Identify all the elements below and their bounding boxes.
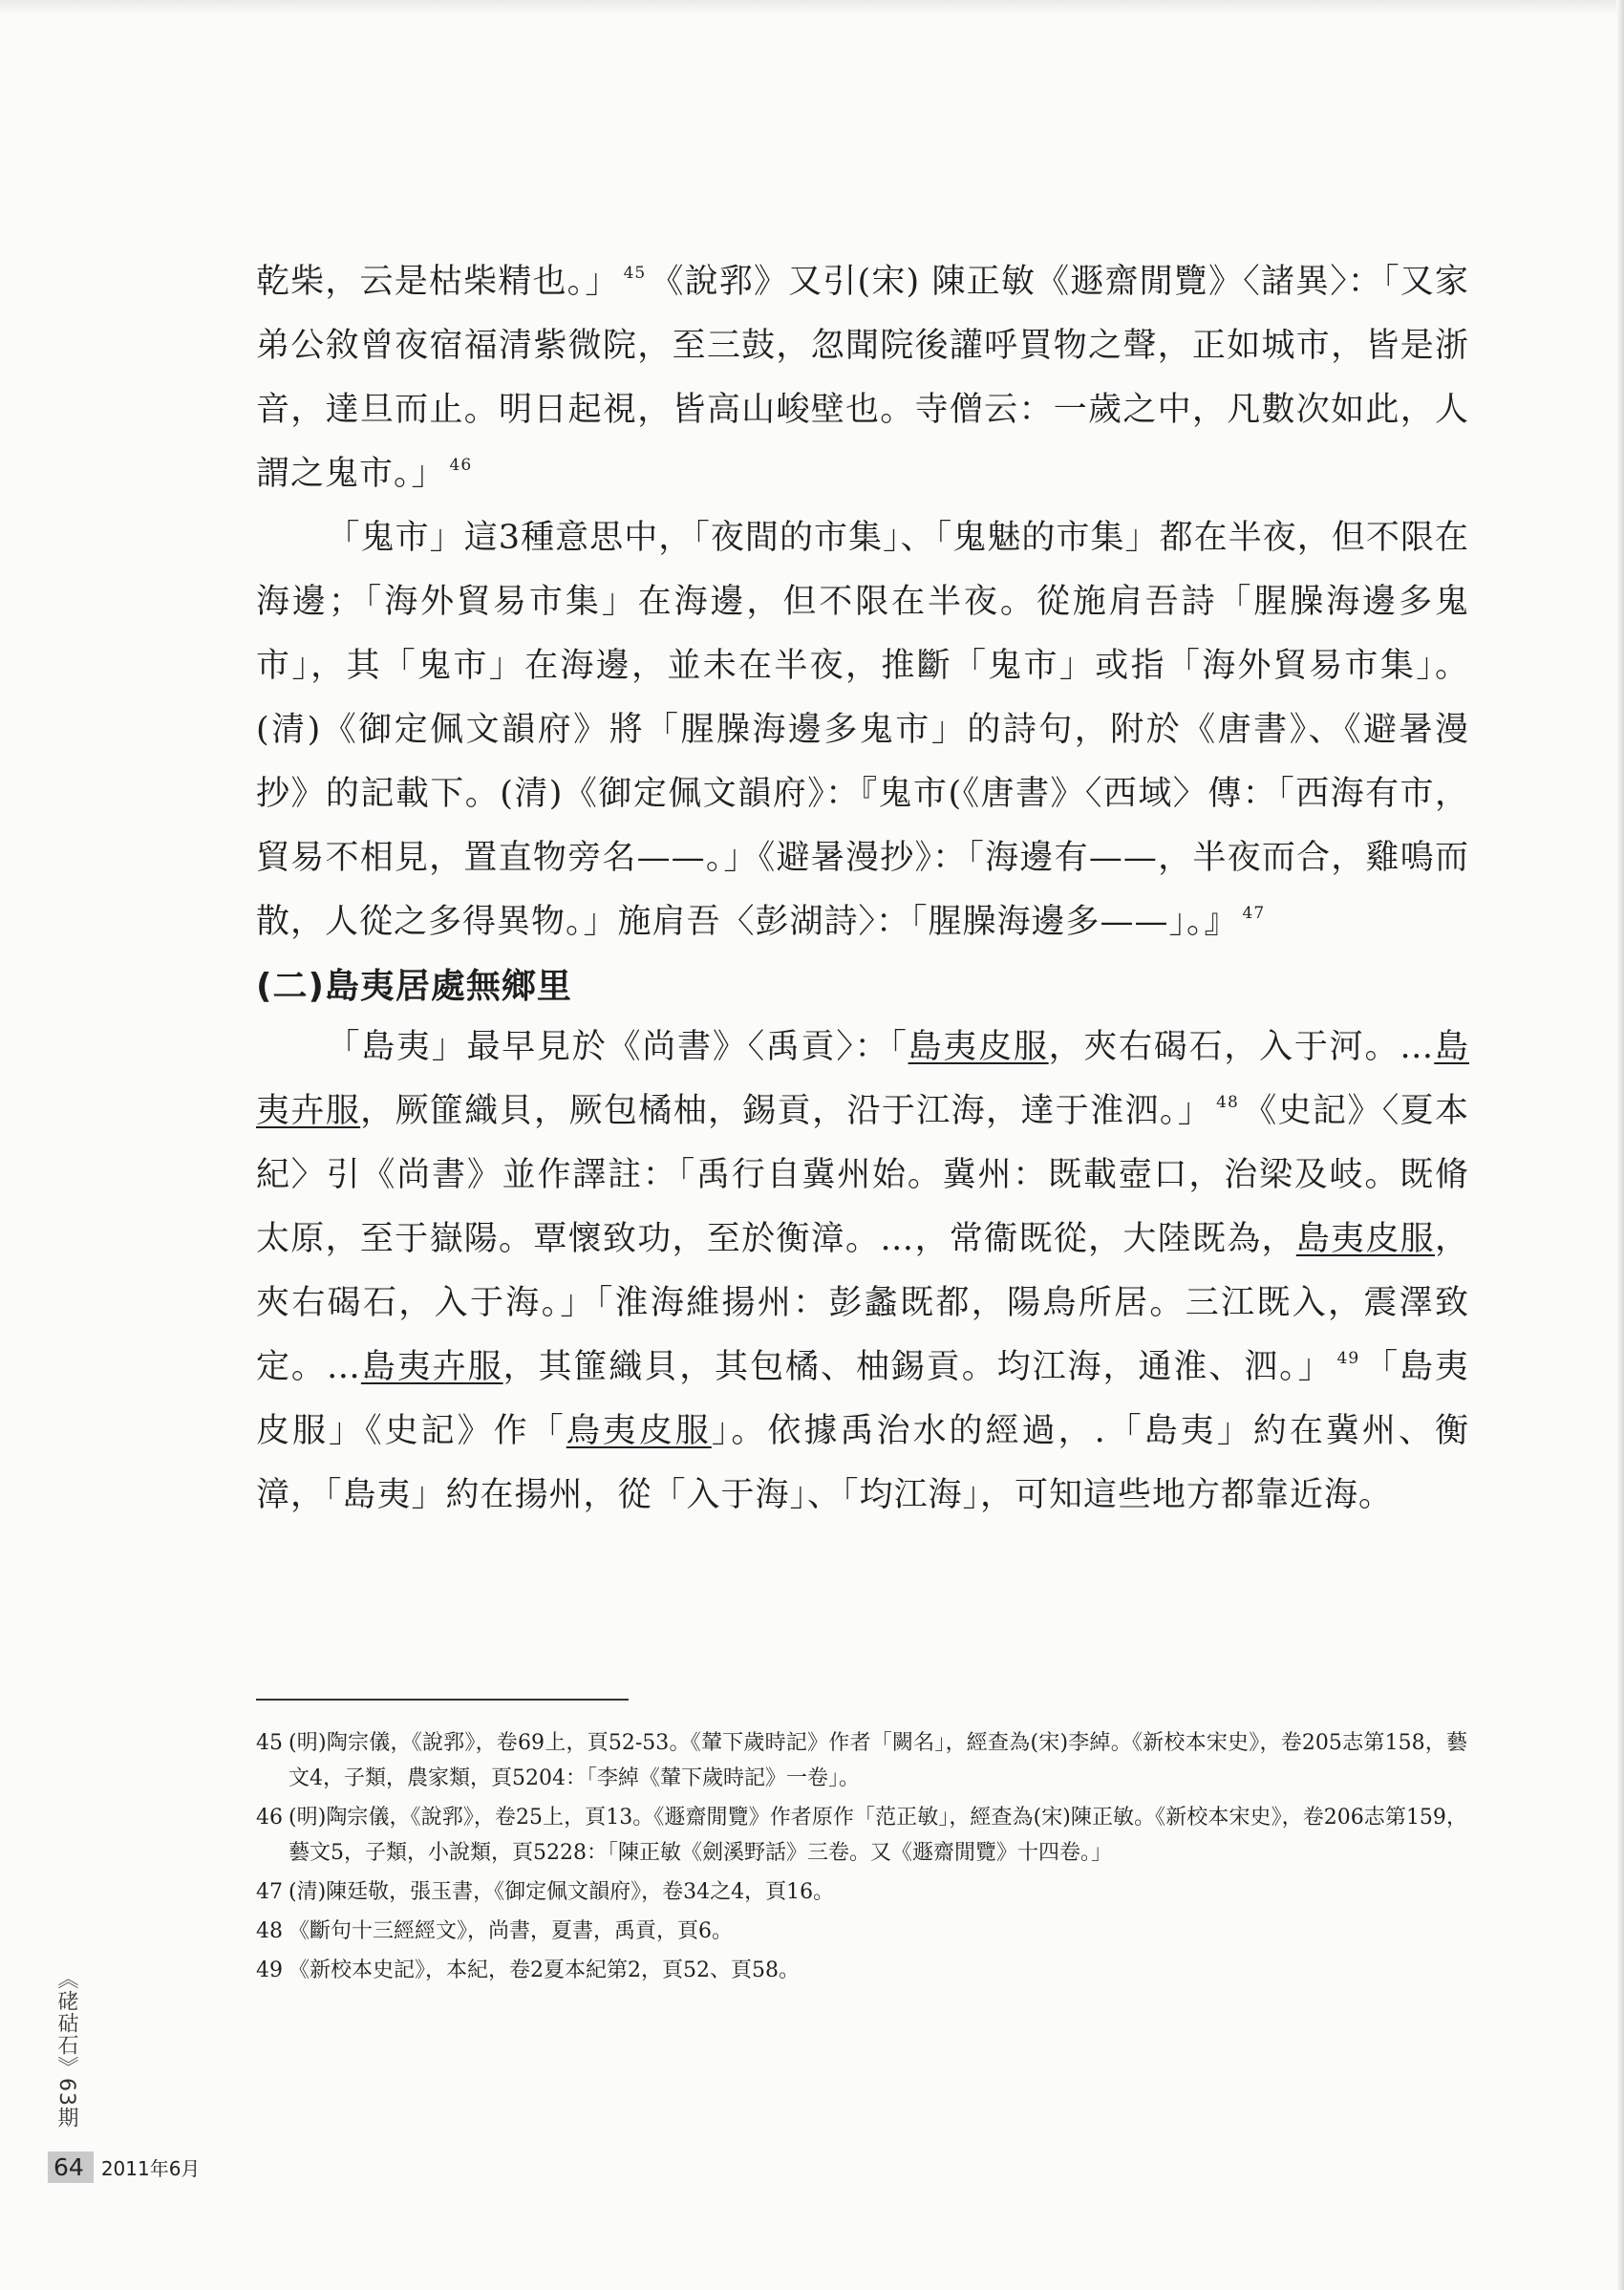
body-text [256, 250, 1469, 1528]
underlined-term: 鳥夷皮服 [566, 1412, 712, 1450]
footnote-ref: 45 [623, 264, 647, 283]
text-run: 乾柴，云是枯柴精也。」 [256, 263, 620, 301]
page-footer [48, 2151, 200, 2183]
text-run: ，其篚織貝，其包橘、柚錫貢。均江海，通淮、泗。」 [502, 1348, 1334, 1386]
footnote-text: 《斷句十三經經文》，尚書，夏書，禹貢，頁6。 [288, 1919, 733, 1943]
underlined-term: 島夷卉服 [256, 1028, 1469, 1130]
text-run: 「島夷」最早見於《尚書》〈禹貢〉：「 [326, 1028, 908, 1066]
footnotes [256, 1725, 1467, 1992]
paragraph [256, 1016, 1469, 1528]
issue-date: 2011年6月 [100, 2157, 201, 2180]
footnote-ref: 47 [1242, 904, 1266, 923]
text-run: ，夾右碣石，入于海。」「淮海維揚州：彭蠡既都，陽鳥所居。三江既入，震澤致定。… [256, 1220, 1469, 1386]
footnote-number: 47 [256, 1880, 283, 1904]
footnote-item [256, 1874, 1467, 1910]
footnote-text: 《新校本史記》，本紀，卷2夏本紀第2，頁52、頁58。 [288, 1958, 800, 1982]
page-top-edge [0, 0, 1624, 13]
underlined-term: 島夷皮服 [908, 1028, 1049, 1066]
text-run: ，夾右碣石，入于河。… [1048, 1028, 1435, 1066]
footnote-ref: 48 [1216, 1093, 1239, 1112]
section-heading: (二)島夷居處無鄉里 [256, 967, 572, 1006]
footnote-text: (明)陶宗儀，《說郛》，卷25上，頁13。《遯齋閒覽》作者原作「范正敏」，經查為(宋)陳正敏。《新校本宋史》，卷206志第159，藝文5，子類，小說類，頁5228：「陳正敏《劍溪野話》三卷。又《遯齋閒覽》十四卷。」 [288, 1806, 1467, 1865]
paragraph [256, 250, 1469, 506]
text-run: 「鬼市」這3種意思中，「夜間的市集」、「鬼魅的市集」都在半夜，但不限在海邊；「海外貿易市集」在海邊，但不限在半夜。從施肩吾詩「腥臊海邊多鬼市」，其「鬼市」在海邊，並未在半夜，推斷「鬼市」或指「海外貿易市集」。(清)《御定佩文韻府》將「腥臊海邊多鬼市」的詩句，附於《唐書》、《避暑漫抄》的記載下。(清)《御定佩文韻府》：『鬼市(《唐書》〈西域〉傳：「西海有市，貿易不相見，置直物旁名——。」《避暑漫抄》：「海邊有——，半夜而合，雞鳴而散，人從之多得異物。」施肩吾〈彭湖詩〉：「腥臊海邊多——」。』 [256, 519, 1469, 941]
journal-label: 《硓𥑮石》63期 [54, 1968, 78, 2129]
text-run: 《說郛》又引(宋) 陳正敏《遯齋閒覽》〈諸異〉：「又家弟公敘曾夜宿福清紫微院，至三鼓，忽聞院後讙呼買物之聲，正如城市，皆是浙音，達旦而止。明日起視，皆高山峻壁也。寺僧云：一歲之中，凡數次如此，人謂之鬼市。」 [256, 263, 1469, 493]
footnote-item [256, 1800, 1467, 1871]
text-run: 「島夷皮服」《史記》作「 [256, 1348, 1469, 1450]
footnote-number: 46 [256, 1806, 283, 1830]
footnote-divider [256, 1699, 629, 1701]
footnote-number: 48 [256, 1919, 283, 1943]
footnote-item [256, 1953, 1467, 1988]
paragraph [256, 506, 1469, 954]
text-run: 《史記》〈夏本紀〉引《尚書》並作譯註：「禹行自冀州始。冀州：既載壺口，治梁及岐。既脩太原，至于嶽陽。覃懷致功，至於衡漳。…，常衞既從，大陸既為， [256, 1092, 1469, 1258]
footnote-number: 49 [256, 1958, 283, 1982]
footnote-ref: 49 [1336, 1349, 1360, 1368]
text-run: ，厥篚織貝，厥包橘柚，錫貢，沿于江海，達于淮泗。」 [360, 1092, 1213, 1130]
footnote-item [256, 1914, 1467, 1949]
underlined-term: 島夷卉服 [360, 1348, 503, 1386]
footnote-item [256, 1725, 1467, 1796]
page-number: 64 [48, 2151, 94, 2183]
footnote-ref: 46 [449, 456, 473, 475]
footnote-text: (明)陶宗儀，《說郛》，卷69上，頁52-53。《輦下歲時記》作者「闕名」，經查為(宋)李綽。《新校本宋史》，卷205志第158，藝文4，子類，農家類，頁5204：「李綽《輦下歲時記》一卷」。 [288, 1731, 1467, 1790]
footnote-number: 45 [256, 1731, 283, 1755]
footnote-text: (清)陳廷敬，張玉書，《御定佩文韻府》，卷34之4，頁16。 [288, 1880, 835, 1904]
underlined-term: 島夷皮服 [1295, 1220, 1435, 1258]
page-right-edge [1616, 0, 1624, 2290]
text-run: 」。依據禹治水的經過，.「島夷」約在冀州、衡漳，「島夷」約在揚州，從「入于海」、「均江海」，可知這些地方都靠近海。 [256, 1412, 1469, 1514]
